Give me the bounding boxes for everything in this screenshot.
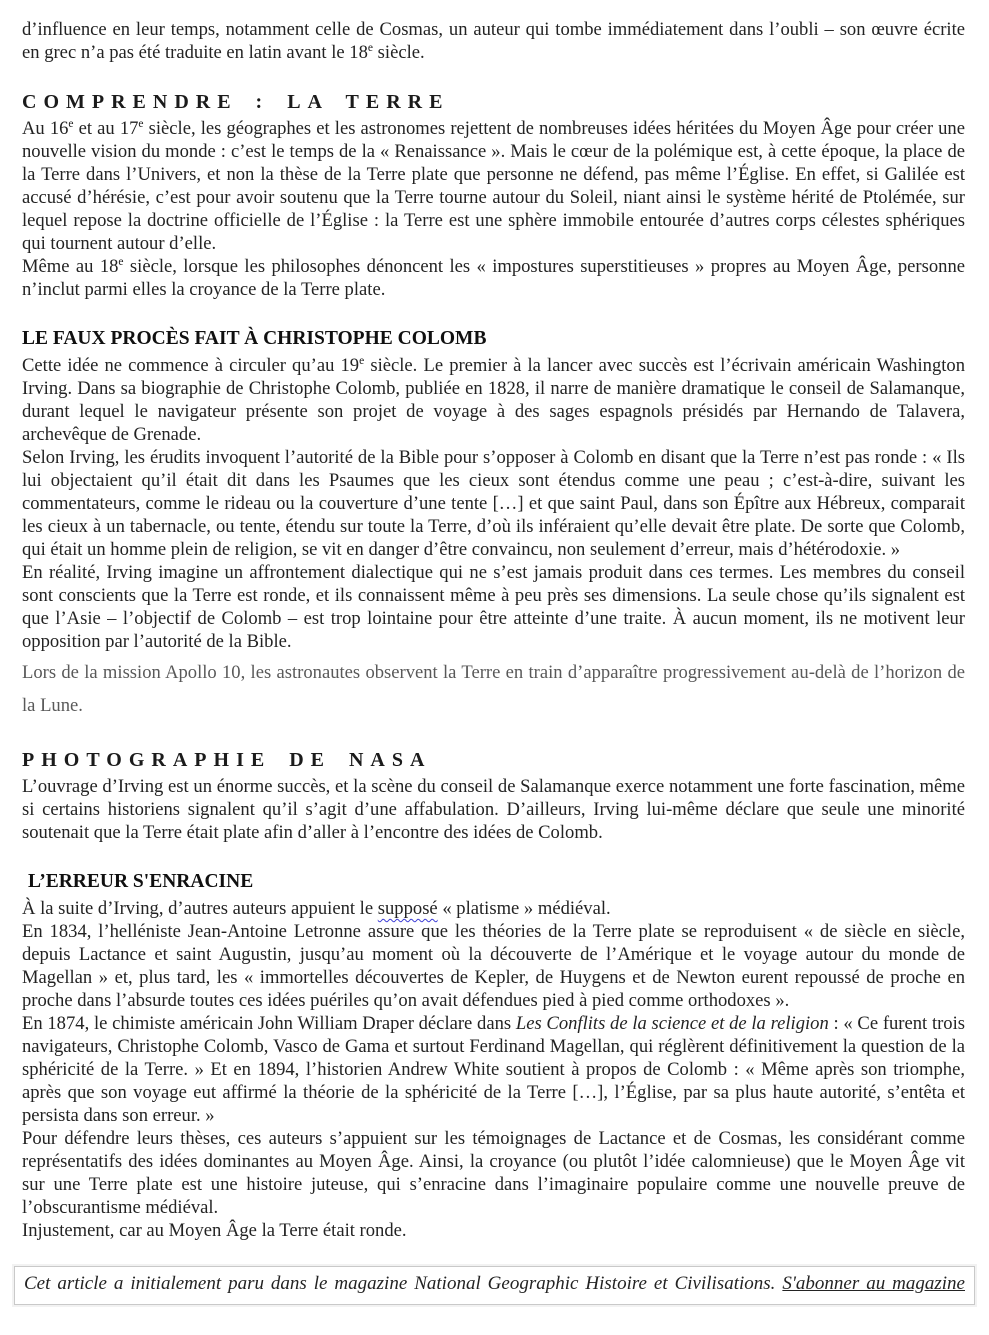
- text-run: En 1874, le chimiste américain John William Draper déclare dans: [22, 1013, 516, 1034]
- superscript-ordinal: e: [138, 117, 144, 130]
- paragraph-pour-defendre: Pour défendre leurs thèses, ces auteurs s’appuient sur les témoignages de Lactance et de Cosmas, les considérant comme représentatifs des idées dominantes au Moyen Âge. Ainsi, la croyance (ou plutôt l’idée calomnieuse) que le Moyen Âge vit sur une Terre plate est une histoire juteuse, qui s’enracine dans l’imaginaire populaire comme une nouvelle preuve de l’obscurantisme médiéval.: [22, 1128, 965, 1218]
- book-title-italic: Les Conflits de la science et de la religion: [515, 1013, 829, 1034]
- heading-erreur-s-enracine: L’ERREUR S'ENRACINE: [28, 871, 254, 892]
- text-run: Même au 18: [22, 256, 119, 277]
- paragraph-letronne-1834: En 1834, l’helléniste Jean-Antoine Letronne assure que les théories de la Terre plate se reproduisent « de siècle en siècle, depuis Lactance et saint Augustin, jusqu’au moment où la découverte de l’Amérique et le voyage autour du monde de Magellan » et, plus tard, les « immortelles découvertes de Kepler, de Huygens et de Newton eurent repoussé de proche en proche dans l’absurde toutes ces idées puériles qu’on avait défendues pied à pied comme orthodoxes ».: [22, 921, 965, 1011]
- text-run: siècle.: [373, 42, 425, 63]
- paragraph-selon-irving-citation: Selon Irving, les érudits invoquent l’autorité de la Bible pour s’opposer à Colomb en disant que la Terre n’est pas ronde : « Ils lui objectaient qu’il était dit dans les Psaumes que les cieux sont étendus comme une peau ; c’est-à-dire, suivant les commentateurs, comme le rideau ou la couverture d’une tente […] et que saint Paul, dans son Épître aux Hébreux, comparait les cieux à un tabernacle, ou tente, étendu sur toute la Terre, d’où ils inféraient qu’elle devait être plate. De sorte que Colomb, qui était un homme plein de religion, se vit en danger d’être convaincu, non seulement d’erreur, mais d’hétérodoxie. »: [22, 447, 965, 560]
- paragraph-a-la-suite-irving: [22, 897, 965, 920]
- spellcheck-flagged-word: supposé: [377, 898, 438, 919]
- text-run: siècle, lorsque les philosophes dénoncent les « impostures superstitieuses » propres au Moyen Âge, personne n’inclut parmi elles la croyance de la Terre plate.: [22, 256, 965, 300]
- heading-faux-proces-colomb: LE FAUX PROCÈS FAIT À CHRISTOPHE COLOMB: [22, 328, 487, 349]
- paragraph-meme-18e-siecle: [22, 255, 965, 301]
- text-run: « platisme » médiéval.: [437, 898, 611, 919]
- superscript-ordinal: e: [68, 117, 74, 130]
- text-run: Au 16: [22, 118, 69, 139]
- paragraph-injustement: Injustement, car au Moyen Âge la Terre était ronde.: [22, 1220, 407, 1241]
- text-run: siècle. Le premier à la lancer avec succès est l’écrivain américain Washington Irving. Dans sa biographie de Christophe Colomb, publiée en 1828, il narre de manière dramatique le conseil de Salamanque, durant lequel le navigateur présente son projet de voyage à des sages espagnols présidés par Hernando de Talavera, archevêque de Grenade.: [22, 355, 965, 445]
- paragraph-en-realite: En réalité, Irving imagine un affrontement dialectique qui ne s’est jamais produit dans ces termes. Les membres du conseil sont conscients que la Terre est ronde, et ils connaissent même à peu près ses dimensions. La seule chose qu’ils signalent est que l’Asie – l’objectif de Colomb – est trop lointaine pour être atteinte d’une traite. À aucun moment, ils ne motivent leur opposition par l’autorité de la Bible.: [22, 562, 965, 652]
- paragraph-cette-idee-irving: [22, 354, 965, 446]
- superscript-ordinal: e: [367, 41, 374, 54]
- paragraph-renaissance: [22, 117, 965, 255]
- heading-photographie-de-nasa: PHOTOGRAPHIE DE NASA: [22, 749, 432, 771]
- superscript-ordinal: e: [118, 255, 124, 268]
- paragraph-draper-white: [22, 1012, 965, 1127]
- text-run: et au 17: [73, 118, 139, 139]
- text-run: À la suite d’Irving, d’autres auteurs appuient le: [22, 898, 378, 919]
- text-run: siècle, les géographes et les astronomes rejettent de nombreuses idées héritées du Moyen Âge pour créer une nouvelle vision du monde : c’est le temps de la « Renaissance ». Mais le cœur de la polémique est, à cette époque, la place de la Terre dans l’Univers, et non la thèse de la Terre plate que personne ne défend, pas même l’Église. En effet, si Galilée est accusé d’hérésie, c’est pour avoir soutenu que la Terre tourne autour du Soleil, niant ainsi le système hérité de Ptolémée, sur lequel repose la doctrine officielle de l’Église : la Terre est une sphère immobile entourée d’autres corps célestes sphériques qui tournent autour d’elle.: [22, 118, 965, 254]
- paragraph-ouvrage-irving: L’ouvrage d’Irving est un énorme succès, et la scène du conseil de Salamanque exerce notamment une forte fascination, même si certains historiens signalent qu’il s’agit d’une affabulation. D’ailleurs, Irving lui-même déclare que seule une minorité soutenait que la Terre était plate afin d’aller à l’encontre des idées de Colomb.: [22, 776, 965, 843]
- text-run: d’influence en leur temps, notamment celle de Cosmas, un auteur qui tombe immédiatement dans l’oubli – son œuvre écrite en grec n’a pas été traduite en latin avant le 18: [22, 19, 965, 63]
- text-run: Cette idée ne commence à circuler qu’au 19: [22, 355, 360, 376]
- photo-caption-apollo10: Lors de la mission Apollo 10, les astronautes observent la Terre en train d’apparaître progressivement au-delà de l’horizon de la Lune.: [22, 662, 965, 716]
- paragraph-cosmas-continuation: [22, 18, 965, 64]
- attribution-text: Cet article a initialement paru dans le magazine National Geographic Histoire et Civilisations.: [24, 1273, 783, 1294]
- superscript-ordinal: e: [359, 354, 365, 367]
- heading-comprendre-la-terre: COMPRENDRE : LA TERRE: [22, 91, 450, 113]
- subscribe-link[interactable]: S'abonner au magazine: [782, 1273, 965, 1294]
- text-run: : « Ce furent trois navigateurs, Christophe Colomb, Vasco de Gama et surtout Ferdinand Magellan, qui réglèrent définitivement la question de la sphéricité de la Terre. » Et en 1894, l’historien Andrew White soutient à propos de Colomb : « Même après son triomphe, après que son voyage eut affirmé la théorie de la sphéricité de la Terre […], l’Église, par sa plus haute autorité, s’entêta et persista dans son erreur. »: [22, 1013, 966, 1126]
- magazine-attribution-box: [14, 1266, 975, 1305]
